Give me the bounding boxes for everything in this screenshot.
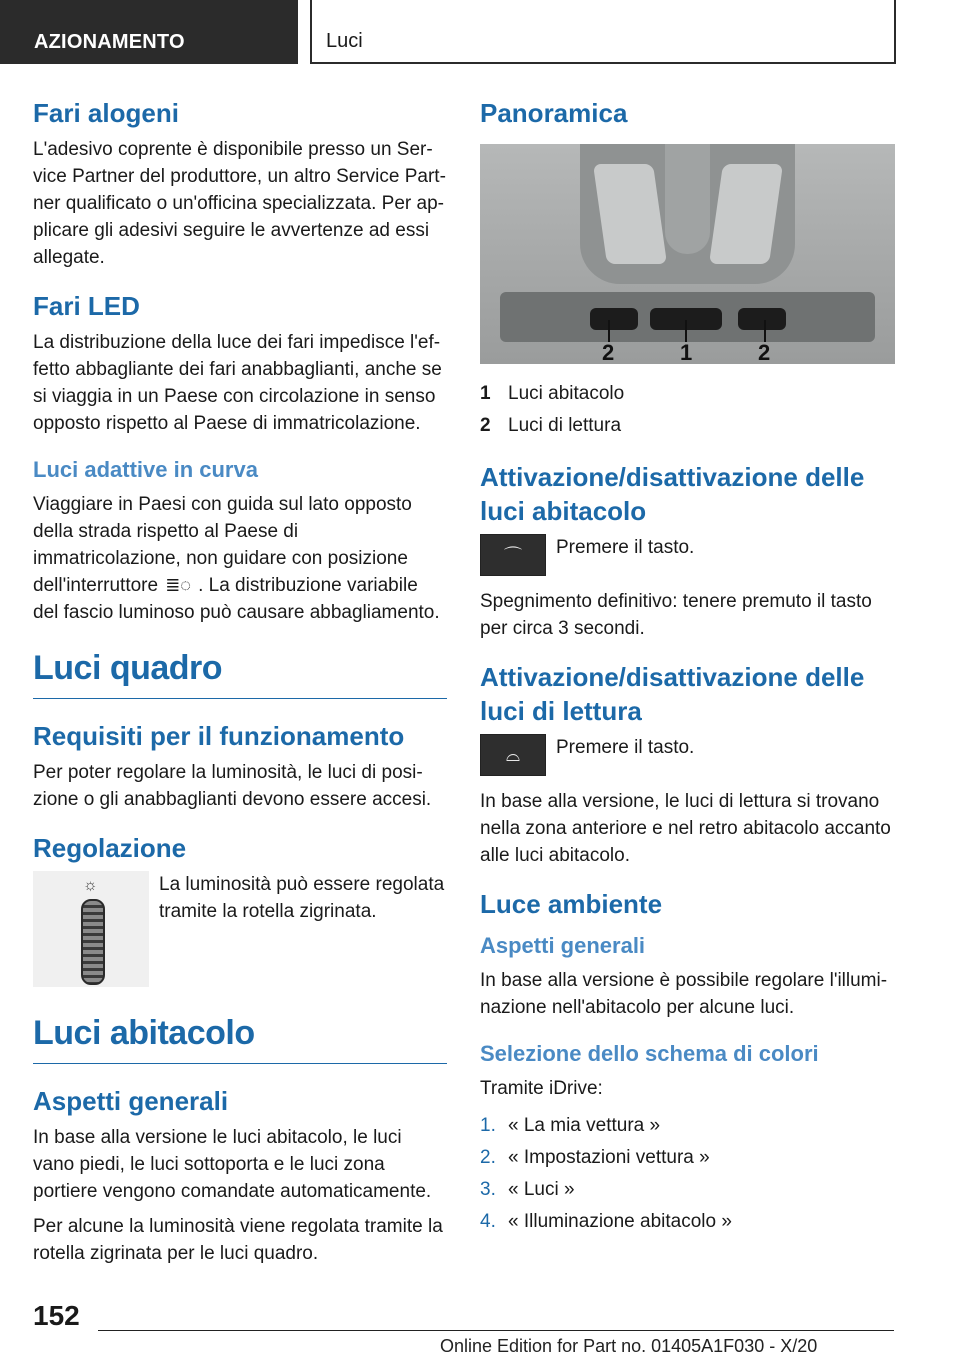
photo-label: 1 (680, 340, 693, 364)
photo-callout-line (764, 320, 766, 342)
heading-luci-quadro-block (33, 644, 447, 699)
overhead-console-photo (480, 144, 895, 364)
paragraph-spegnimento: Spegnimento definitivo: tenere premuto il tasto per circa 3 secondi. (480, 591, 872, 639)
steps-list (480, 1110, 894, 1238)
step-item (480, 1174, 894, 1206)
reading-light-button-icon: ⌓ (480, 734, 546, 776)
step-item (480, 1206, 894, 1238)
step-text: « La mia vettura » (508, 1115, 661, 1136)
dash-light-icon: ☼ (83, 877, 98, 894)
paragraph-fari-led: La distribuzione della luce dei fari impedisce l'effetto abbagliante dei fari anabbaglianti, anche se si viaggia in un Paese con circolazione in senso opposto rispetto al Paese di immatricolazione. (33, 332, 442, 434)
chapter-title: Luci (310, 0, 896, 64)
paragraph-luci-adattive (33, 491, 447, 626)
interior-light-button-icon: ⌒ (480, 534, 546, 576)
heading-fari-led: Fari LED (33, 291, 140, 321)
legend-text: Luci abitacolo (508, 383, 625, 404)
paragraph-aspetti-2: Per alcune la luminosità viene regolata tramite la rotella zigrinata per le luci quadro. (33, 1216, 443, 1264)
paragraph-fari-alogeni: L'adesivo coprente è disponibile presso un Service Partner del produttore, un altro Service Partner qualificato o un'officina specializzata. Per applicare gli adesivi seguire le avvertenze ad essi allegate. (33, 139, 446, 268)
heading-regolazione: Regolazione (33, 833, 187, 863)
footer-rule (98, 1330, 894, 1331)
text-part-b: . La distribuzione variabile del fascio luminoso può causare abbagliamento. (33, 575, 440, 623)
heading-att-abitacolo: Attivazione/disattivazione delle luci abitacolo (480, 462, 865, 526)
legend-text: Luci di lettura (508, 415, 622, 436)
step-number: 4. (480, 1211, 496, 1232)
paragraph-lettura: In base alla versione, le luci di lettura si trovano nella zona anteriore e nel retro abitacolo accanto alle luci abitacolo. (480, 791, 891, 866)
heading-aspetti-generali-2: Aspetti generali (480, 933, 646, 958)
step-number: 2. (480, 1147, 496, 1168)
footer-edition: Online Edition for Part no. 01405A1F030 - X/20 (440, 1336, 818, 1356)
legend-item (480, 410, 894, 442)
legend-number: 1 (480, 383, 491, 404)
heading-aspetti-generali: Aspetti generali (33, 1086, 229, 1116)
photo-callout-line (608, 320, 610, 342)
heading-luci-abitacolo-block (33, 1009, 447, 1064)
paragraph-aspetti-1: In base alla versione le luci abitacolo, le luci vano piedi, le luci sottoporta e le luci zona portiere vengono comandate automaticamente. (33, 1127, 432, 1202)
page-number: 152 (33, 1300, 80, 1331)
step-text: « Illuminazione abitacolo » (508, 1211, 732, 1232)
heading-schema-colori: Selezione dello schema di colori (480, 1041, 819, 1066)
paragraph-premere-2: Premere il tasto. (556, 737, 695, 758)
heading-att-lettura: Attivazione/disattivazione delle luci di lettura (480, 662, 865, 726)
heading-luce-ambiente: Luce ambiente (480, 889, 663, 919)
knurled-wheel-icon (81, 899, 105, 985)
step-text: « Impostazioni vettura » (508, 1147, 710, 1168)
att-lettura-figure-row (480, 734, 894, 776)
paragraph-requisiti: Per poter regolare la luminosità, le luci di posizione o gli anabbaglianti devono essere accesi. (33, 762, 432, 810)
step-number: 3. (480, 1179, 496, 1200)
regolazione-figure-row (33, 871, 447, 987)
heading-requisiti: Requisiti per il funzionamento (33, 721, 405, 751)
heading-panoramica: Panoramica (480, 98, 628, 128)
photo-center (665, 144, 710, 254)
legend-number: 2 (480, 415, 491, 436)
photo-reading-light-button-left (590, 308, 638, 330)
heading-luci-abitacolo: Luci abitacolo (33, 1014, 255, 1052)
step-number: 1. (480, 1115, 496, 1136)
step-item (480, 1142, 894, 1174)
step-text: « Luci » (508, 1179, 575, 1200)
paragraph-aspetti-generali-2: In base alla versione è possibile regolare l'illuminazione nell'abitacolo per alcune luci. (480, 970, 888, 1018)
heading-luci-quadro: Luci quadro (33, 649, 223, 687)
thumbwheel-image (33, 871, 149, 987)
photo-callout-line (685, 320, 687, 342)
photo-label: 2 (602, 340, 615, 364)
right-column (480, 96, 894, 1238)
heading-luci-adattive: Luci adattive in curva (33, 457, 258, 482)
step-item (480, 1110, 894, 1142)
photo-reading-light-button-right (738, 308, 786, 330)
heading-fari-alogeni: Fari alogeni (33, 98, 179, 128)
paragraph-regolazione: La luminosità può essere regolata tramite la rotella zigrinata. (159, 874, 445, 922)
photo-label: 2 (758, 340, 771, 364)
att-abitacolo-figure-row (480, 534, 894, 576)
text-part-a: Viaggiare in Paesi con guida sul lato opposto della strada rispetto al Paese di immatricolazione, non guidare con posizione dell'interruttore (33, 494, 412, 596)
paragraph-tramite-idrive: Tramite iDrive: (480, 1078, 603, 1099)
section-tab: AZIONAMENTO (0, 0, 298, 64)
headlight-switch-icon: ≣◌ (165, 575, 191, 595)
legend-item (480, 378, 894, 410)
paragraph-premere-1: Premere il tasto. (556, 537, 695, 558)
left-column (33, 96, 447, 1285)
